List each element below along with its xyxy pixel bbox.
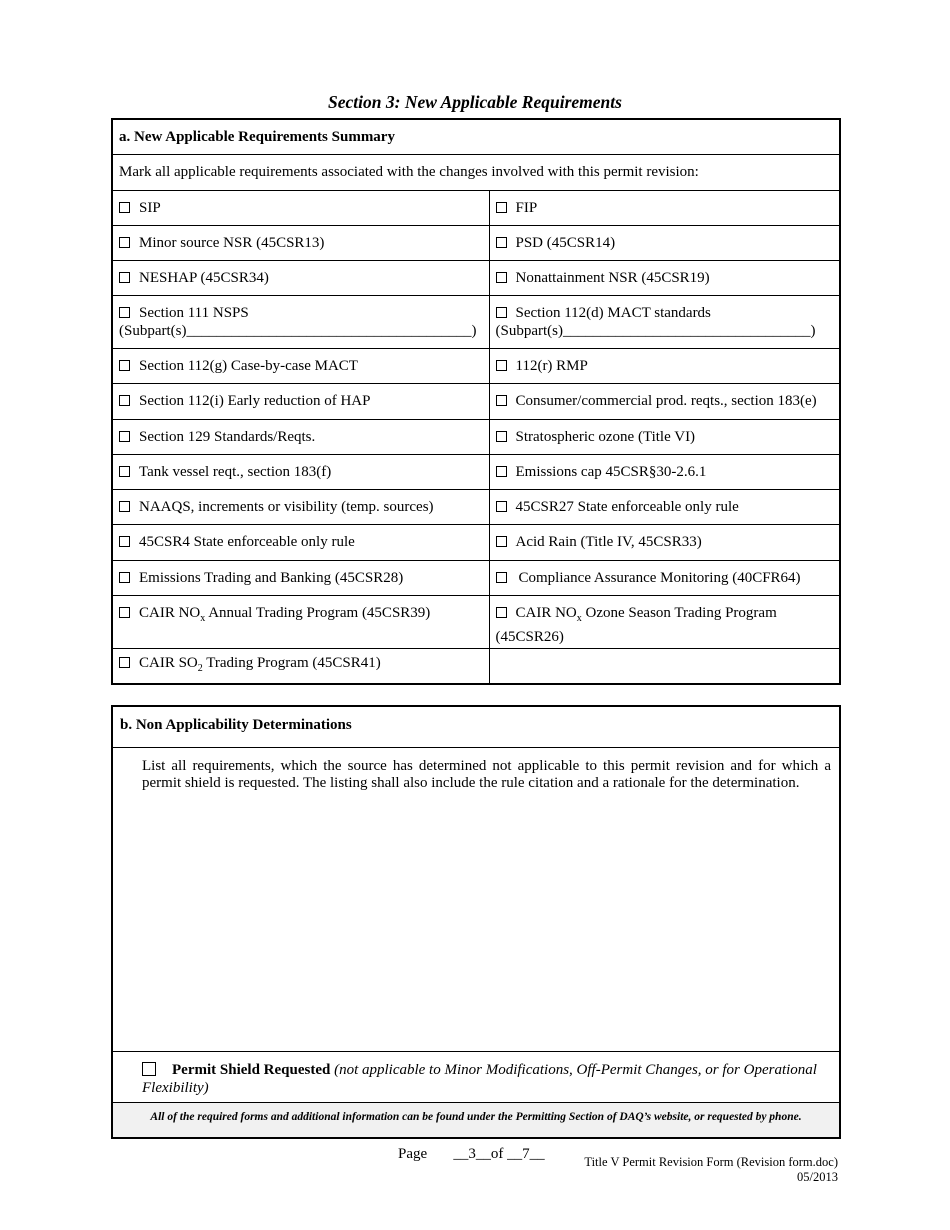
- acid-rain-checkbox[interactable]: [496, 536, 507, 547]
- permit-shield-note: (not applicable to Minor Modifications, Off-Permit Changes, or for Operational Flexibility): [142, 1062, 817, 1096]
- forms-info-note: All of the required forms and additional information can be found under the Permitting Section of DAQ’s website, or requested by phone.: [113, 1102, 839, 1137]
- csr27-checkbox[interactable]: [496, 501, 507, 512]
- req-rmp: 112(r) RMP: [489, 348, 840, 383]
- consumer-checkbox[interactable]: [496, 395, 507, 406]
- nsps-subparts: (Subpart(s)______________________________________): [119, 322, 477, 339]
- nonattainment-nsr-checkbox[interactable]: [496, 272, 507, 283]
- form-date: 05/2013: [797, 1170, 838, 1184]
- section-a-instruction: Mark all applicable requirements associated with the changes involved with this permit revision:: [112, 154, 840, 190]
- req-nsps: Section 111 NSPS (Subpart(s)______________________________________): [112, 295, 489, 348]
- req-fip: FIP: [489, 190, 840, 225]
- req-mact: Section 112(d) MACT standards (Subpart(s)_________________________________): [489, 295, 840, 348]
- req-emissions-cap: Emissions cap 45CSR§30-2.6.1: [489, 454, 840, 489]
- requirements-summary-table: [111, 118, 841, 685]
- nsps-checkbox[interactable]: [119, 307, 130, 318]
- cair-so2-checkbox[interactable]: [119, 657, 130, 668]
- req-sip: SIP: [112, 190, 489, 225]
- req-csr4: 45CSR4 State enforceable only rule: [112, 524, 489, 560]
- psd-checkbox[interactable]: [496, 237, 507, 248]
- rmp-checkbox[interactable]: [496, 360, 507, 371]
- req-trading: Emissions Trading and Banking (45CSR28): [112, 560, 489, 595]
- page-title: Section 3: New Applicable Requirements: [328, 92, 622, 112]
- neshap-checkbox[interactable]: [119, 272, 130, 283]
- page-number: Page __3__of __7__: [398, 1146, 545, 1162]
- fip-checkbox[interactable]: [496, 202, 507, 213]
- form-footer: [584, 1155, 838, 1185]
- sip-checkbox[interactable]: [119, 202, 130, 213]
- permit-shield-row: [113, 1051, 839, 1102]
- non-applicability-section: [111, 705, 841, 1139]
- req-tank: Tank vessel reqt., section 183(f): [112, 454, 489, 489]
- req-nonattainment-nsr: Nonattainment NSR (45CSR19): [489, 260, 840, 295]
- req-cair-nox-ozone: CAIR $NO_x$ Ozone Season Trading Program (45CSR26): [489, 595, 840, 648]
- req-neshap: NESHAP (45CSR34): [112, 260, 489, 295]
- minor-nsr-checkbox[interactable]: [119, 237, 130, 248]
- empty-cell: [489, 648, 840, 684]
- req-sec129: Section 129 Standards/Reqts.: [112, 419, 489, 454]
- ozone-checkbox[interactable]: [496, 431, 507, 442]
- req-naaqs: NAAQS, increments or visibility (temp. sources): [112, 489, 489, 524]
- req-cam: Compliance Assurance Monitoring (40CFR64): [489, 560, 840, 595]
- mact-checkbox[interactable]: [496, 307, 507, 318]
- req-case-mact: Section 112(g) Case-by-case MACT: [112, 348, 489, 383]
- section-b-instructions[interactable]: List all requirements, which the source has determined not applicable to this permit revision and for which a permit shield is requested. The listing shall also include the rule citation and a rationale for the determination.: [142, 758, 831, 791]
- tank-checkbox[interactable]: [119, 466, 130, 477]
- req-minor-nsr: Minor source NSR (45CSR13): [112, 225, 489, 260]
- cair-nox-annual-checkbox[interactable]: [119, 607, 130, 618]
- req-cair-nox-annual: CAIR $NO_x$ Annual Trading Program (45CSR39): [112, 595, 489, 648]
- trading-checkbox[interactable]: [119, 572, 130, 583]
- early-hap-checkbox[interactable]: [119, 395, 130, 406]
- mact-subparts: (Subpart(s)_________________________________): [495, 322, 816, 339]
- req-psd: PSD (45CSR14): [489, 225, 840, 260]
- section-b-heading: b. Non Applicability Determinations: [113, 707, 839, 748]
- csr4-checkbox[interactable]: [119, 536, 130, 547]
- emissions-cap-checkbox[interactable]: [496, 466, 507, 477]
- req-acid-rain: Acid Rain (Title IV, 45CSR33): [489, 524, 840, 560]
- form-name: Title V Permit Revision Form (Revision form.doc): [584, 1155, 838, 1169]
- cair-nox-ozone-checkbox[interactable]: [496, 607, 507, 618]
- req-early-hap: Section 112(i) Early reduction of HAP: [112, 383, 489, 419]
- case-mact-checkbox[interactable]: [119, 360, 130, 371]
- req-ozone: Stratospheric ozone (Title VI): [489, 419, 840, 454]
- sec129-checkbox[interactable]: [119, 431, 130, 442]
- permit-shield-label: Permit Shield Requested: [172, 1062, 331, 1078]
- permit-shield-checkbox[interactable]: [142, 1062, 156, 1076]
- req-consumer: Consumer/commercial prod. reqts., section 183(e): [489, 383, 840, 419]
- section-a-heading: a. New Applicable Requirements Summary: [112, 119, 840, 154]
- cam-checkbox[interactable]: [496, 572, 507, 583]
- naaqs-checkbox[interactable]: [119, 501, 130, 512]
- req-csr27: 45CSR27 State enforceable only rule: [489, 489, 840, 524]
- req-cair-so2: CAIR $SO_2$ Trading Program (45CSR41): [112, 648, 489, 684]
